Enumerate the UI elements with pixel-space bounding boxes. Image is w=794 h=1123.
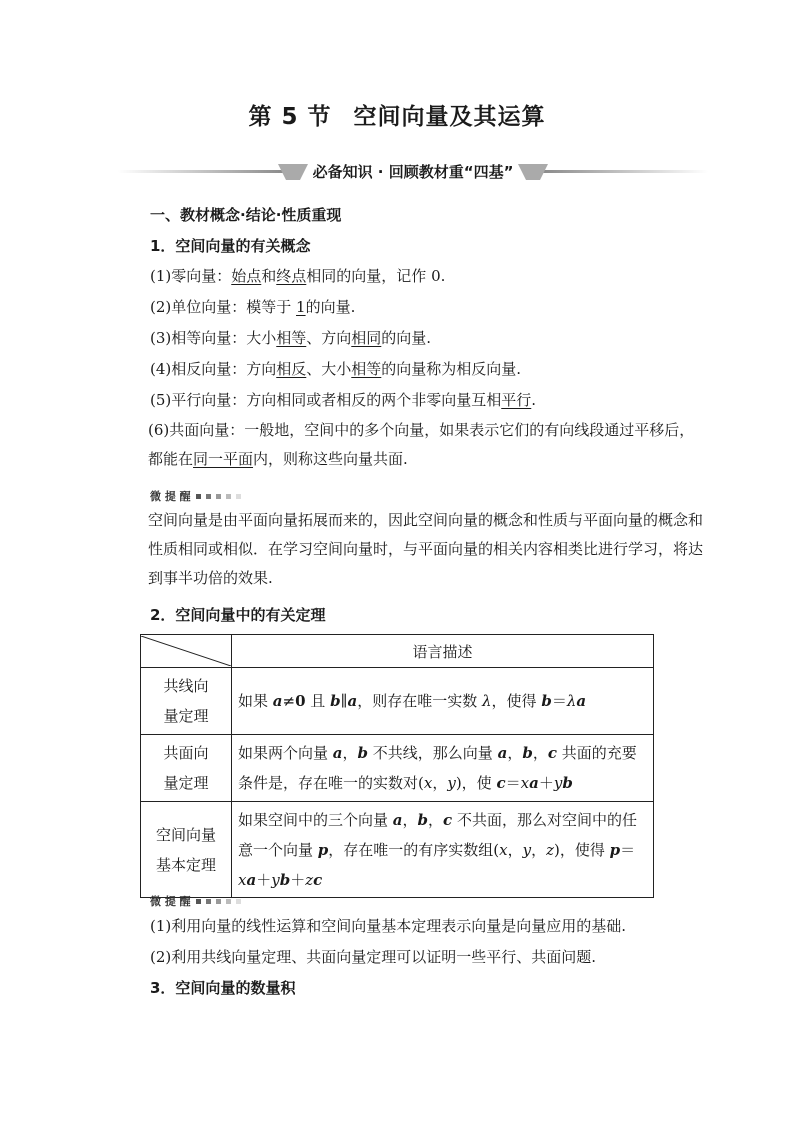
chapter-topic: 空间向量及其运算 — [353, 104, 546, 130]
theorem-name-collinear: 共线向 量定理 — [141, 668, 232, 735]
tip-square — [216, 899, 221, 904]
table-row — [141, 735, 654, 802]
def-unit-vector: (2)单位向量：模等于 1的向量. — [150, 298, 356, 316]
diagonal-header-cell — [141, 635, 232, 668]
tip-square — [206, 494, 211, 499]
def-equal-vector: (3)相等向量：大小相等、方向相同的向量. — [150, 329, 432, 347]
item1-heading: 1．空间向量的有关概念 — [150, 237, 311, 255]
tip-1-text: 空间向量是由平面向量拓展而来的，因此空间向量的概念和性质与平面向量的概念和性质相同或相似．在学习空间向量时，与平面向量的相关内容相类比进行学习，将达到事半功倍的效果. — [148, 511, 704, 587]
tip-square — [226, 494, 231, 499]
banner-text: 必备知识 · 回顾教材重“四基” — [312, 163, 514, 181]
table-header-row — [141, 635, 654, 668]
tip-2-line-1: (1)利用向量的线性运算和空间向量基本定理表示向量是向量应用的基础. — [150, 917, 627, 935]
theorem-table — [140, 634, 654, 898]
theorem-desc-basis: 如果空间中的三个向量 a，b，c 不共面，那么对空间中的任意一个向量 p，存在唯一的有序实数组(x，y，z)，使得 p＝xa＋yb＋zc — [232, 802, 654, 898]
tip-square — [236, 899, 241, 904]
table-row — [141, 668, 654, 735]
section-heading: 一、教材概念·结论·性质重现 — [150, 206, 342, 224]
table-row — [141, 802, 654, 898]
tip-square — [236, 494, 241, 499]
tip-square — [196, 899, 201, 904]
tip-label-2: 微 提 醒 — [150, 893, 241, 909]
def-opposite-vector: (4)相反向量：方向相反、大小相等的向量称为相反向量. — [150, 360, 522, 378]
section-banner — [118, 160, 708, 184]
tip-2-line-2: (2)利用共线向量定理、共面向量定理可以证明一些平行、共面问题. — [150, 948, 597, 966]
tip-square — [206, 899, 211, 904]
chapter-number: 第 5 节 — [248, 104, 332, 130]
item3-heading: 3．空间向量的数量积 — [150, 979, 296, 997]
tip-square — [196, 494, 201, 499]
header-description: 语言描述 — [232, 635, 654, 668]
theorem-desc-coplanar: 如果两个向量 a，b 不共线，那么向量 a，b，c 共面的充要条件是，存在唯一的实数对(x，y)，使 c＝xa＋yb — [232, 735, 654, 802]
tip-label-1: 微 提 醒 — [150, 488, 241, 504]
def-coplanar-vector: (6)共面向量：一般地，空间中的多个向量，如果表示它们的有向线段通过平移后，都能在同一平面内，则称这些向量共面. — [148, 421, 695, 468]
theorem-name-coplanar: 共面向 量定理 — [141, 735, 232, 802]
tip-square — [216, 494, 221, 499]
tip-square — [226, 899, 231, 904]
page-title — [0, 98, 794, 131]
item2-heading: 2．空间向量中的有关定理 — [150, 606, 326, 624]
theorem-name-basis: 空间向量 基本定理 — [141, 802, 232, 898]
theorem-desc-collinear: 如果 a≠0 且 b∥a，则存在唯一实数 λ，使得 b＝λa — [232, 668, 654, 735]
def-zero-vector: (1)零向量：始点和终点相同的向量，记作 0. — [150, 267, 446, 285]
def-parallel-vector: (5)平行向量：方向相同或者相反的两个非零向量互相平行. — [150, 391, 537, 409]
